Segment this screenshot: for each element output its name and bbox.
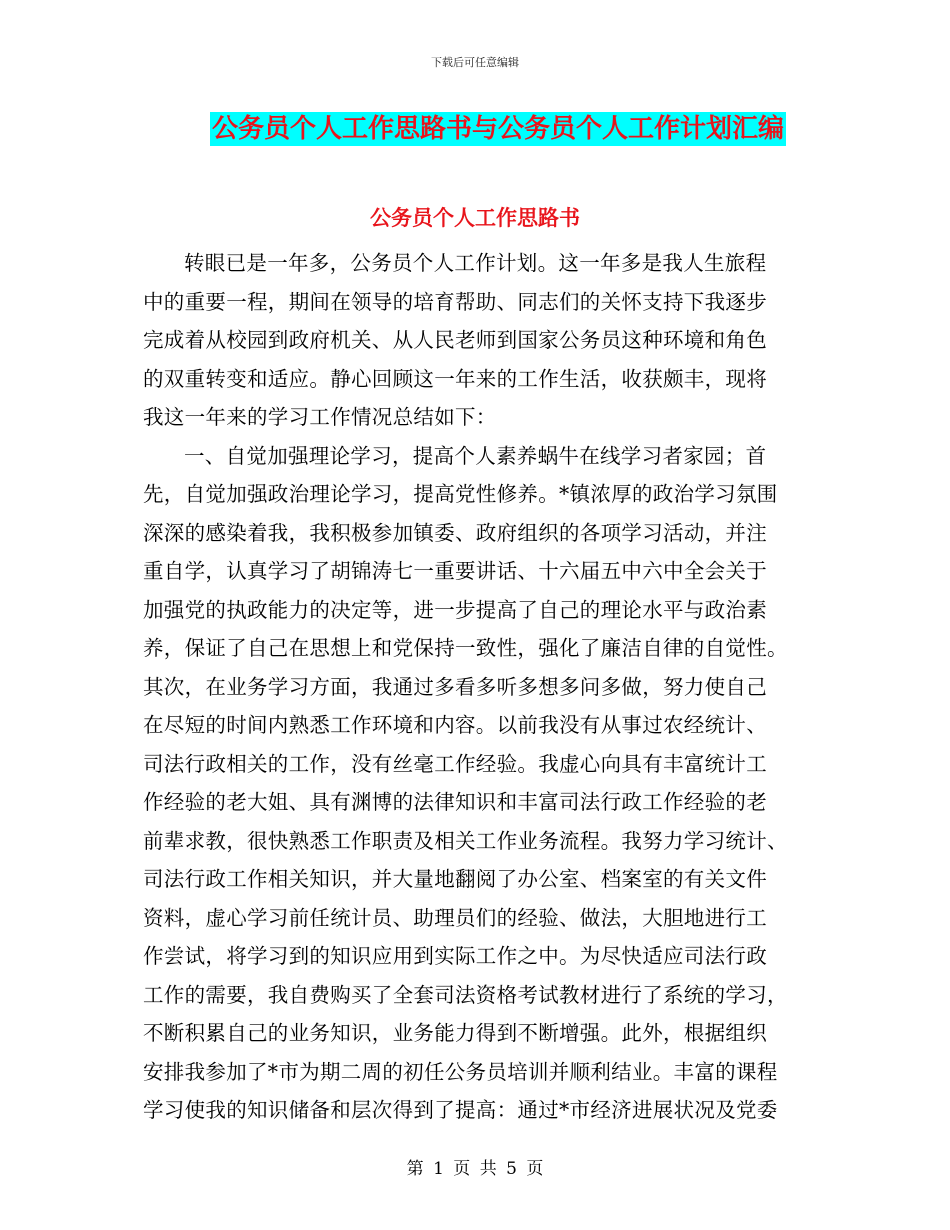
page-header-note: 下载后可任意编辑	[431, 56, 519, 69]
paragraph-line: 作经验的老大姐、具有渊博的法律知识和丰富司法行政工作经验的老	[143, 790, 767, 814]
paragraph-line: 在尽短的时间内熟悉工作环境和内容。以前我没有从事过农经统计、	[143, 713, 767, 737]
paragraph-line: 的双重转变和适应。静心回顾这一年来的工作生活，收获颇丰，现将	[143, 366, 767, 391]
paragraph-line: 加强党的执政能力的决定等，进一步提高了自己的理论水平与政治素	[143, 597, 767, 622]
paragraph-line: 前辈求教，很快熟悉工作职责及相关工作业务流程。我努力学习统计、	[143, 828, 788, 853]
paragraph-line: 养，保证了自己在思想上和党保持一致性，强化了廉洁自律的自觉性。	[143, 636, 788, 660]
paragraph-line: 深深的感染着我，我积极参加镇委、政府组织的各项学习活动，并注	[143, 520, 767, 545]
section-title: 公务员个人工作思路书	[370, 206, 580, 230]
paragraph-line: 重自学，认真学习了胡锦涛七一重要讲话、十六届五中六中全会关于	[143, 559, 767, 583]
paragraph-line: 中的重要一程，期间在领导的培育帮助、同志们的关怀支持下我逐步	[143, 289, 767, 314]
paragraph-line: 司法行政工作相关知识，并大量地翻阅了办公室、档案室的有关文件	[143, 867, 767, 891]
paragraph-line: 不断积累自己的业务知识，业务能力得到不断增强。此外，根据组织	[143, 1021, 767, 1045]
paragraph-line: 资料，虚心学习前任统计员、助理员们的经验、做法，大胆地进行工	[143, 905, 767, 930]
paragraph-line: 工作的需要，我自费购买了全套司法资格考试教材进行了系统的学习，	[143, 982, 788, 1007]
paragraph-line: 其次，在业务学习方面，我通过多看多听多想多问多做，努力使自己	[143, 674, 767, 699]
document-main-title: 公务员个人工作思路书与公务员个人工作计划汇编	[211, 114, 784, 144]
paragraph-line: 完成着从校园到政府机关、从人民老师到国家公务员这种环境和角色	[143, 328, 767, 352]
paragraph-line: 转眼已是一年多，公务员个人工作计划。这一年多是我人生旅程	[184, 251, 767, 275]
paragraph-line: 一、自觉加强理论学习，提高个人素养蜗牛在线学习者家园；首	[184, 443, 767, 468]
main-title-container	[0, 112, 950, 146]
paragraph-line: 学习使我的知识储备和层次得到了提高：通过*市经济进展状况及党委	[143, 1098, 778, 1122]
document-body	[143, 244, 807, 1130]
paragraph-line: 先，自觉加强政治理论学习，提高党性修养。*镇浓厚的政治学习氛围	[143, 482, 778, 506]
paragraph-line: 司法行政相关的工作，没有丝毫工作经验。我虚心向具有丰富统计工	[143, 751, 767, 776]
paragraph-line: 安排我参加了*市为期二周的初任公务员培训并顺利结业。丰富的课程	[143, 1059, 778, 1084]
page-number-footer: 第 1 页 共 5 页	[406, 1159, 544, 1179]
paragraph-line: 作尝试，将学习到的知识应用到实际工作之中。为尽快适应司法行政	[143, 944, 767, 968]
paragraph-line: 我这一年来的学习工作情况总结如下：	[143, 405, 497, 429]
